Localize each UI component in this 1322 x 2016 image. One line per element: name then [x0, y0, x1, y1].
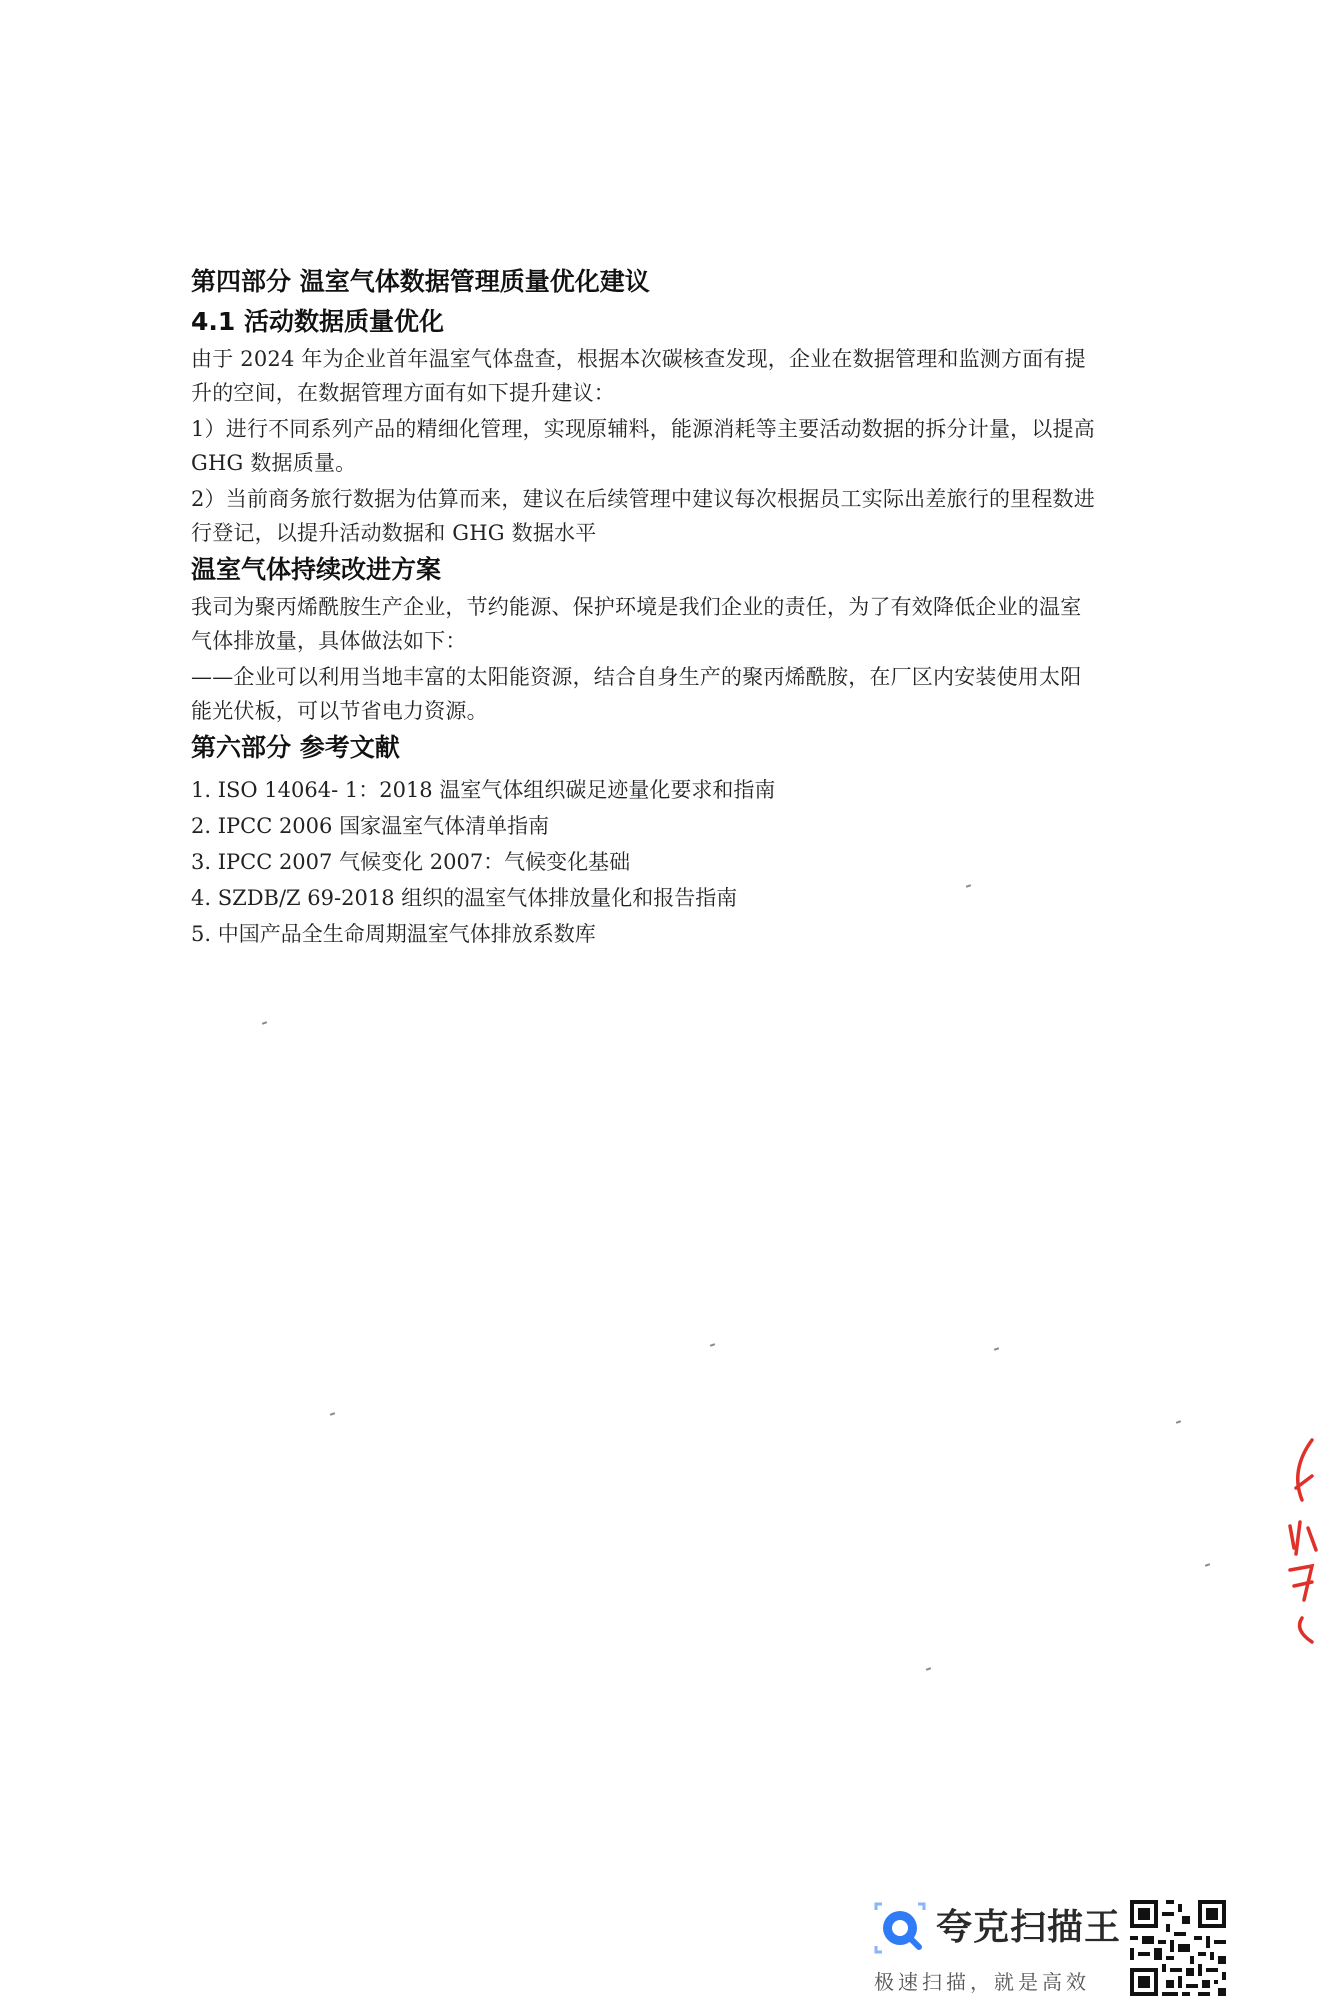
scanner-watermark — [872, 1896, 1302, 2004]
qr-code-icon — [1126, 1896, 1230, 2000]
improvement-measure-line: ——企业可以利用当地丰富的太阳能资源，结合自身生产的聚丙烯酰胺，在厂区内安装使用太阳 — [191, 665, 1082, 689]
document-body — [191, 262, 1151, 952]
paragraph-intro-line: 由于 2024 年为企业首年温室气体盘查，根据本次碳核查发现，企业在数据管理和监测方面有提 — [191, 347, 1086, 371]
red-seal-fragment-icon — [1282, 1430, 1322, 1650]
suggestion-1-line: 1）进行不同系列产品的精细化管理，实现原辅料，能源消耗等主要活动数据的拆分计量，以提高 — [191, 417, 1095, 441]
part4-heading: 第四部分 温室气体数据管理质量优化建议 — [191, 267, 650, 296]
suggestion-2-line: 行登记，以提升活动数据和 GHG 数据水平 — [191, 521, 597, 545]
reference-item: 3. IPCC 2007 气候变化 2007：气候变化基础 — [191, 850, 631, 874]
section-4-1-heading: 4.1 活动数据质量优化 — [191, 307, 444, 336]
reference-item: 2. IPCC 2006 国家温室气体清单指南 — [191, 814, 550, 838]
quark-scanner-logo-icon — [872, 1900, 928, 1956]
watermark-brand: 夸克扫描王 — [936, 1907, 1122, 1948]
suggestion-2-line: 2）当前商务旅行数据为估算而来，建议在后续管理中建议每次根据员工实际出差旅行的里程数进 — [191, 487, 1095, 511]
reference-item: 4. SZDB/Z 69-2018 组织的温室气体排放量化和报告指南 — [191, 886, 738, 910]
watermark-slogan: 极速扫描，就是高效 — [874, 1970, 1090, 1994]
paragraph-intro-line: 升的空间，在数据管理方面有如下提升建议： — [191, 381, 615, 405]
reference-item: 5. 中国产品全生命周期温室气体排放系数库 — [191, 922, 596, 946]
suggestion-1-line: GHG 数据质量。 — [191, 451, 357, 475]
reference-list — [191, 772, 1151, 952]
reference-item: 1. ISO 14064- 1：2018 温室气体组织碳足迹量化要求和指南 — [191, 778, 776, 802]
improvement-plan-heading: 温室气体持续改进方案 — [191, 555, 442, 584]
part6-heading: 第六部分 参考文献 — [191, 733, 400, 762]
improvement-measure-line: 能光伏板，可以节省电力资源。 — [191, 699, 488, 723]
improvement-paragraph-line: 我司为聚丙烯酰胺生产企业，节约能源、保护环境是我们企业的责任，为了有效降低企业的温室 — [191, 595, 1082, 619]
improvement-paragraph-line: 气体排放量，具体做法如下： — [191, 629, 467, 653]
